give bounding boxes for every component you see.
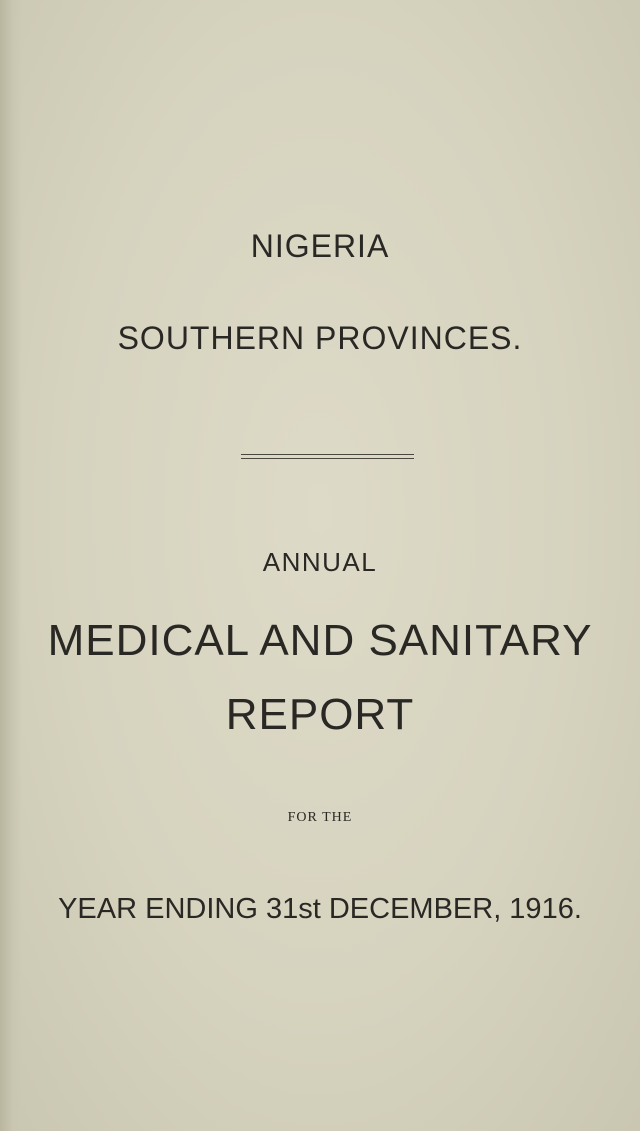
region-heading: SOUTHERN PROVINCES. xyxy=(117,320,523,356)
report-title-line-1: MEDICAL AND SANITARY xyxy=(47,616,593,665)
country-heading: NIGERIA xyxy=(250,228,390,264)
double-rule-divider xyxy=(241,454,414,459)
period-line: YEAR ENDING 31st DECEMBER, 1916. xyxy=(58,893,582,925)
annual-label: ANNUAL xyxy=(262,547,378,577)
report-title-line-2: REPORT xyxy=(225,690,415,739)
for-the-label: FOR THE xyxy=(287,810,353,825)
